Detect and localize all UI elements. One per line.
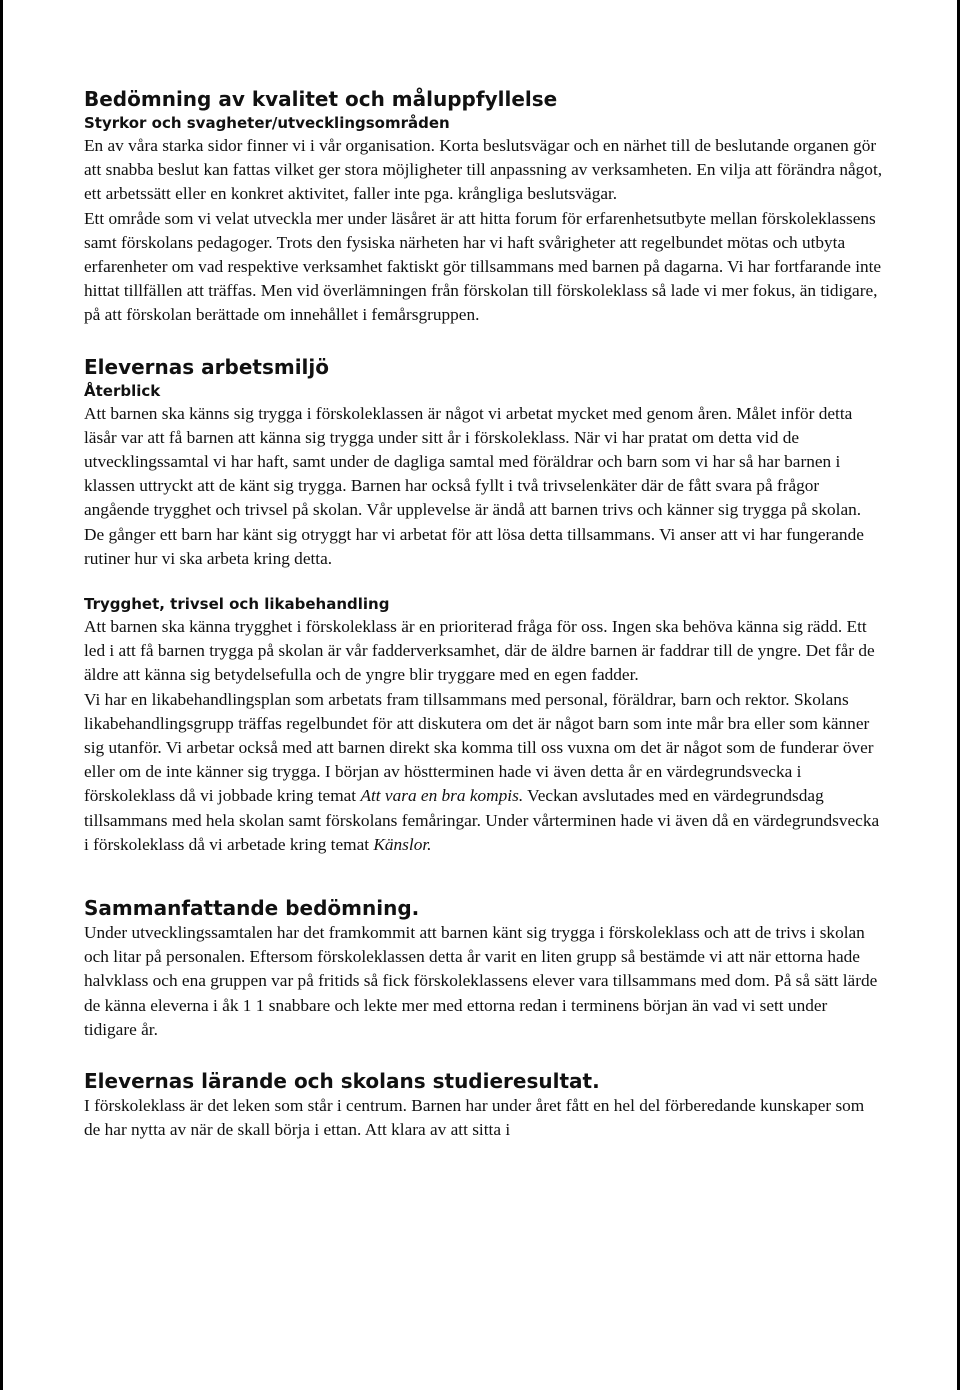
section-heading-summary: Sammanfattande bedömning. [84,896,420,921]
subheading-safety: Trygghet, trivsel och likabehandling [84,595,390,614]
section-heading-quality: Bedömning av kvalitet och måluppfyllelse [84,87,558,111]
subheading-review: Återblick [84,381,161,400]
paragraph-summary: Under utvecklingssamtalen har det framkommit att barnen känt sig trygga i förskoleklass och att de trivs i skolan och litar på personalen. Eftersom förskoleklassen detta år varit en liten grupp så bestämde vi att när ettorna hade halvklass och ena gruppen var på fritids så fick förskoleklassens elever vara tillsammans med dom. På så sätt lärde de känna eleverna i åk 1 1 snabbare och lekte mer med ettorna redan i terminens början än vad vi sett under tidigare år. [84,923,878,1039]
paragraph-development-area: Ett område som vi velat utveckla mer under läsåret är att hitta forum för erfarenhetsutbyte mellan förskoleklassens samt förskolans pedagoger. Trots den fysiska närheten har vi haft svårigheter att regelbundet mötas och utbyta erfarenheter om vad respektive verksamhet faktiskt gör tillsammans med barnen på dagarna. Vi har fortfarande inte hittat tillfällen att träffas. Men vid överlämningen från förskolan till förskoleklass så lade vi mer fokus, än tidigare, på att förskolan berättade om innehållet i femårsgruppen. [84,208,882,325]
subheading-strengths: Styrkor och svagheter/utvecklingsområden [84,114,450,132]
paragraph-learning: I förskoleklass är det leken som står i centrum. Barnen har under året fått en hel del förberedande kunskaper som de har nytta av när de skall börja i ettan. Att klara av att sitta i [84,1096,865,1140]
equal-treatment-text-a: Vi har en likabehandlingsplan som arbetats fram tillsammans med personal, föräldrar, barn och rektor. Skolans likabehandlingsgrupp träffas regelbundet för att diskutera om det är något barn som inte mår bra eller som känner sig utanför. Vi arbetar också med att barnen direkt ska komma till oss vuxna om det är något som de funderar över eller om de inte känner sig trygga. I början av höstterminen hade vi även detta år en värdegrundsvecka i förskoleklass då vi jobbade kring temat [84,689,874,806]
section-heading-learning: Elevernas lärande och skolans studieresultat. [84,1069,600,1094]
document-content [84,86,884,1143]
paragraph-organisation-text: En av våra starka sidor finner vi i vår organisation. Korta beslutsvägar och en närhet till de beslutande organen gör att snabba beslut kan fattas vilket ger stora möjligheter till anpassning av verksamheten. En vilja att förändra något, ett arbetssätt eller en konkret aktivitet, faller inte pga. krångliga beslutsvägar. [84,136,883,204]
paragraph-safety-review: Att barnen ska känns sig trygga i förskoleklassen är något vi arbetat mycket med genom åren. Målet inför detta läsår var att få barnen att känna sig trygga under sitt år i förskoleklass. När vi har pratat om detta vid de utvecklingssamtal vi har haft, samt under de dagliga samtal med föräldrar och barn som vi har så har barnen i klassen uttryckt att de känt sig trygga. Barnen har också fyllt i två trivselenkäter där de fått svara på frågor angående trygghet och trivsel på skolan. Vår upplevelse är ändå att barnen trivs och känner sig trygga på skolan. De gånger ett barn har känt sig otryggt har vi arbetat för att lösa detta tillsammans. Vi anser att vi har fungerande rutiner hur vi ska arbeta kring detta. [84,403,864,568]
paragraph-equal-treatment [84,688,884,857]
paragraph-safety-priority: Att barnen ska känna trygghet i förskoleklass är en prioriterad fråga för oss. Ingen ska behöva känna sig rädd. Ett led i att få barnen trygga på skolan är vår fadderverksamhet, där de äldre barnen är faddrar till de yngre. Det får de äldre att känna sig betydelsefulla och de yngre blir tryggare med en egen fadder. [84,617,875,685]
page-border-left [0,0,3,1390]
theme-feelings: Känslor. [373,834,432,854]
section-heading-environment: Elevernas arbetsmiljö [84,354,329,379]
paragraph-organisation [84,134,884,207]
theme-good-friend: Att vara en bra kompis. [360,786,524,806]
equal-treatment-text-b: Veckan avslutades med en värdegrundsdag tillsammans med hela skolan samt förskolans femåringar. Under vårterminen hade vi även då en värdegrundsvecka i förskoleklass då vi arbetade kring temat [84,786,880,854]
